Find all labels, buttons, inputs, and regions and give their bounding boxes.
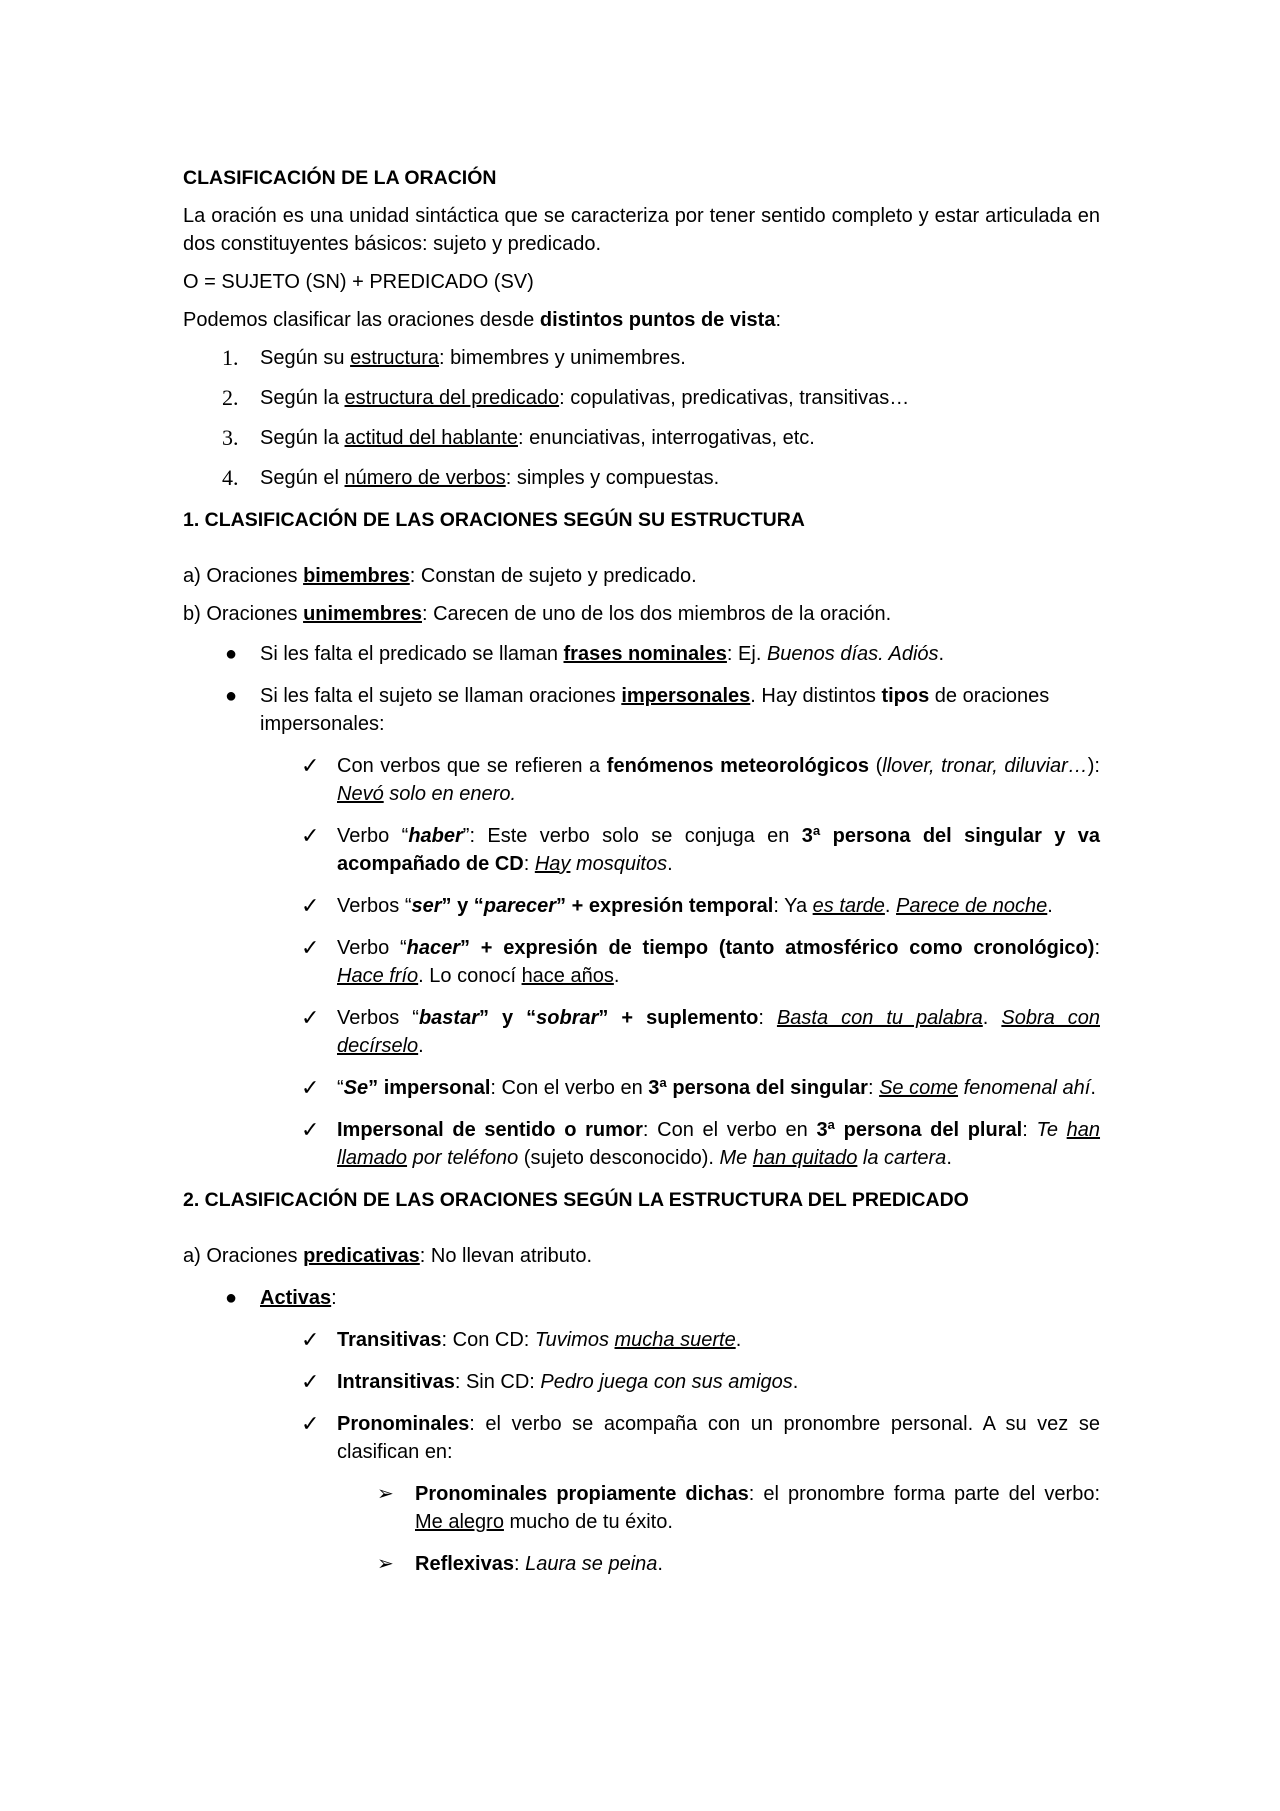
criterion-item: 2. Según la estructura del predicado: copulativas, predicativas, transitivas… xyxy=(222,385,910,410)
page-title: CLASIFICACIÓN DE LA ORACIÓN xyxy=(183,167,497,189)
bullet-icon: ● xyxy=(225,685,238,707)
points-intro: Podemos clasificar las oraciones desde distintos puntos de vista: xyxy=(183,309,781,331)
bullet-item: ● Si les falta el predicado se llaman frases nominales: Ej. Buenos días. Adiós. xyxy=(183,640,1100,668)
checkmark-icon: ✓ xyxy=(301,823,320,848)
predicativas-line: a) Oraciones predicativas: No llevan atributo. xyxy=(183,1245,593,1267)
formula: O = SUJETO (SN) + PREDICADO (SV) xyxy=(183,271,534,293)
arrow-icon: ➢ xyxy=(377,1553,394,1575)
check-item: ✓ Verbos “bastar” y “sobrar” + suplemento: Basta con tu palabra. Sobra con decírselo. xyxy=(301,1005,1100,1057)
check-item: ✓ Pronominales: el verbo se acompaña con un pronombre personal. A su vez se clasifican en: xyxy=(301,1411,1100,1463)
checkmark-icon: ✓ xyxy=(301,1369,320,1394)
checkmark-icon: ✓ xyxy=(301,935,320,960)
checkmark-icon: ✓ xyxy=(301,893,320,918)
criterion-item: 4. Según el número de verbos: simples y compuestas. xyxy=(222,465,720,490)
check-item: ✓ Transitivas: Con CD: Tuvimos mucha suerte. xyxy=(301,1327,742,1352)
checkmark-icon: ✓ xyxy=(301,1411,320,1436)
bimembres-line: a) Oraciones bimembres: Constan de sujeto y predicado. xyxy=(183,565,697,587)
section-1-heading: 1. CLASIFICACIÓN DE LAS ORACIONES SEGÚN SU ESTRUCTURA xyxy=(183,509,805,531)
check-item: ✓ Verbo “haber”: Este verbo solo se conjuga en 3ª persona del singular y va acompañado de CD: Hay mosquitos. xyxy=(301,823,1101,875)
checkmark-icon: ✓ xyxy=(301,1117,320,1142)
unimembres-line: b) Oraciones unimembres: Carecen de uno de los dos miembros de la oración. xyxy=(183,603,892,625)
bullet-icon: ● xyxy=(225,1287,238,1309)
checkmark-icon: ✓ xyxy=(301,1075,320,1100)
document-body xyxy=(183,164,1100,1578)
checkmark-icon: ✓ xyxy=(301,1005,320,1030)
checkmark-icon: ✓ xyxy=(301,1327,320,1352)
check-item: ✓ Impersonal de sentido o rumor: Con el verbo en 3ª persona del plural: Te han llamado por teléfono (sujeto desconocido). Me han quitado la cartera. xyxy=(301,1117,1101,1169)
bullet-item: ● Activas: xyxy=(183,1284,1100,1312)
bullet-icon: ● xyxy=(225,643,238,665)
section-2-heading: 2. CLASIFICACIÓN DE LAS ORACIONES SEGÚN LA ESTRUCTURA DEL PREDICADO xyxy=(183,1189,969,1211)
check-item: ✓ “Se” impersonal: Con el verbo en 3ª persona del singular: Se come fenomenal ahí. xyxy=(301,1075,1096,1100)
checkmark-icon: ✓ xyxy=(301,753,320,778)
check-item: ✓ Intransitivas: Sin CD: Pedro juega con sus amigos. xyxy=(301,1369,799,1394)
check-item: ✓ Con verbos que se refieren a fenómenos meteorológicos (llover, tronar, diluviar…): Nevó solo en enero. xyxy=(301,753,1100,805)
bullet-item: ● Si les falta el sujeto se llaman oraciones impersonales. Hay distintos tipos de oraciones impersonales: xyxy=(183,682,1100,738)
intro-paragraph: La oración es una unidad sintáctica que se caracteriza por tener sentido completo y estar articulada en dos constituyentes básicos: sujeto y predicado. xyxy=(183,205,1100,255)
check-item: ✓ Verbo “hacer” + expresión de tiempo (tanto atmosférico como cronológico): Hace frío. Lo conocí hace años. xyxy=(301,935,1100,987)
arrow-icon: ➢ xyxy=(377,1483,394,1505)
arrow-item: ➢ Pronominales propiamente dichas: el pronombre forma parte del verbo: Me alegro mucho de tu éxito. xyxy=(183,1480,1100,1536)
criterion-item: 1. Según su estructura: bimembres y unimembres. xyxy=(222,345,686,370)
criterion-item: 3. Según la actitud del hablante: enunciativas, interrogativas, etc. xyxy=(222,425,815,450)
arrow-item: ➢ Reflexivas: Laura se peina. xyxy=(183,1550,1100,1578)
check-item: ✓ Verbos “ser” y “parecer” + expresión temporal: Ya es tarde. Parece de noche. xyxy=(301,893,1053,918)
